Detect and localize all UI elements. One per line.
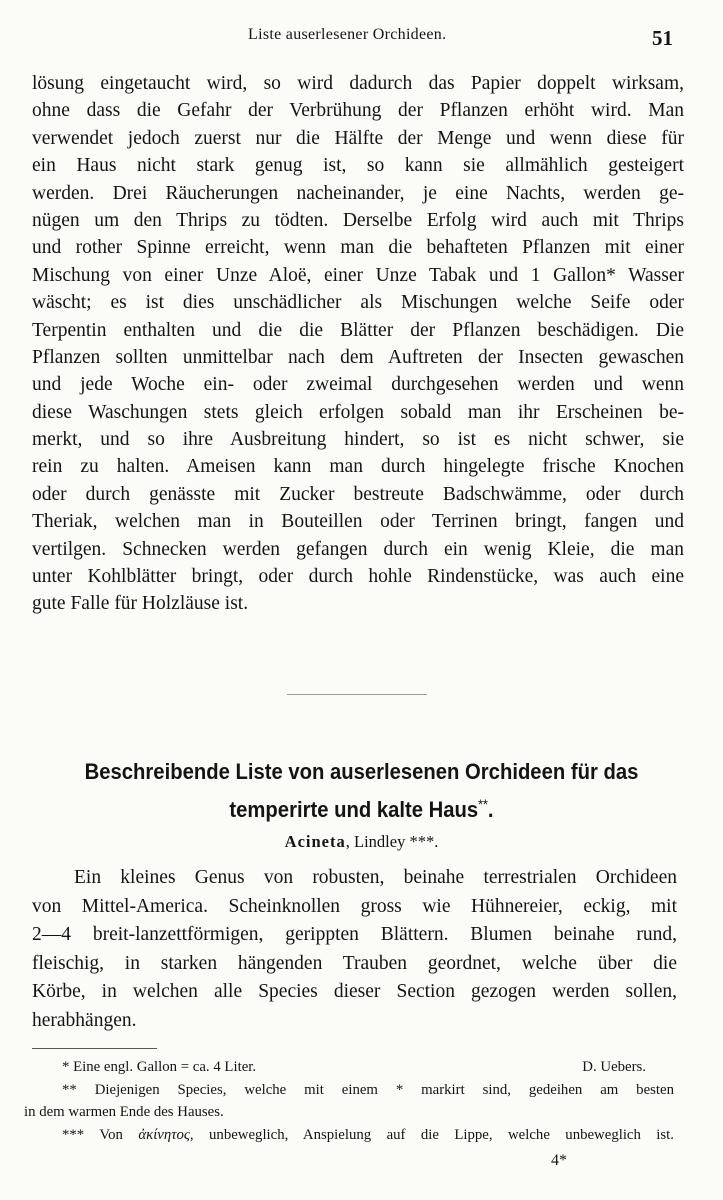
section-heading-line2: temperirte und kalte Haus xyxy=(229,797,479,822)
genus-author: Lindley ***. xyxy=(354,832,439,851)
body-line: oder durch genässte mit Zucker bestreute Badschwämme, oder durch xyxy=(32,483,684,505)
footnote-1-text: * Eine engl. Gallon = ca. 4 Liter. xyxy=(62,1059,257,1075)
footnote-3-rest: , unbeweglich, Anspielung auf die Lippe, welche unbeweglich ist. xyxy=(189,1126,674,1143)
body-line: gute Falle für Holzläuse ist. xyxy=(32,593,249,615)
footnote-1-attribution: D. Uebers. xyxy=(582,1059,646,1075)
genus-name: Acineta xyxy=(284,832,346,851)
body-paragraph xyxy=(32,70,684,618)
footnote-2-line1: ** Diejenigen Species, welche mit einem * markirt sind, gedeihen am besten xyxy=(62,1081,674,1098)
body-line: nügen um den Thrips zu tödten. Derselbe Erfolg wird auch mit Thrips xyxy=(32,209,684,231)
body-line: und rother Spinne erreicht, wenn man die behafteten Pflanzen mit einer xyxy=(32,237,684,259)
genus-line: Ein kleines Genus von robusten, beinahe terrestrialen Orchideen xyxy=(74,867,677,888)
signature-mark: 4* xyxy=(551,1152,567,1169)
body-line: lösung eingetaucht wird, so wird dadurch das Papier doppelt wirksam, xyxy=(32,73,684,94)
footnotes xyxy=(24,1056,674,1146)
section-divider xyxy=(287,694,427,695)
body-line: wäscht; es ist dies unschädlicher als Mischungen welche Seife oder xyxy=(32,292,684,314)
body-line: Pflanzen sollten unmittelbar nach dem Auftreten der Insecten gewaschen xyxy=(32,346,684,368)
body-line: vertilgen. Schnecken werden gefangen durch ein wenig Kleie, die man xyxy=(32,538,684,560)
body-line: werden. Drei Räucherungen nacheinander, je eine Nachts, werden ge- xyxy=(32,182,684,204)
page-number: 51 xyxy=(652,26,673,50)
body-line: verwendet jedoch zuerst nur die Hälfte der Menge und wenn diese für xyxy=(32,127,684,149)
footnote-3-greek-word: ἀκίνητος xyxy=(138,1126,190,1143)
body-line: und jede Woche ein- oder zweimal durchgesehen werden und wenn xyxy=(32,374,684,396)
genus-line: fleischig, in starken hängenden Trauben geordnet, welche über die xyxy=(32,952,677,974)
footnote-3-prefix: *** Von xyxy=(62,1126,139,1143)
body-line: Theriak, welchen man in Bouteillen oder Terrinen bringt, fangen und xyxy=(32,511,684,533)
body-line: ein Haus nicht stark genug ist, so kann sie allmählich gesteigert xyxy=(32,155,684,177)
genus-description xyxy=(32,864,677,1036)
genus-line: von Mittel-America. Scheinknollen gross wie Hühnereier, eckig, mit xyxy=(32,895,677,917)
section-heading-end: . xyxy=(487,797,494,822)
body-line: rein zu halten. Ameisen kann man durch hingelegte frische Knochen xyxy=(32,456,684,478)
body-line: merkt, und so ihre Ausbreitung hindert, so ist es nicht schwer, sie xyxy=(32,429,684,451)
footnote-2-line2: in dem warmen Ende des Hauses. xyxy=(24,1104,224,1121)
genus-line: Körbe, in welchen alle Species dieser Section gezogen werden sollen, xyxy=(32,981,677,1003)
footnote-1 xyxy=(24,1056,674,1079)
footnote-3 xyxy=(24,1124,674,1147)
running-head xyxy=(0,26,723,50)
genus-separator: , xyxy=(345,832,354,851)
section-heading xyxy=(54,756,669,826)
genus-heading xyxy=(0,832,723,852)
body-line: ohne dass die Gefahr der Verbrühung der Pflanzen erhöht wird. Man xyxy=(32,100,684,122)
genus-line: 2—4 breit-lanzettförmigen, gerippten Blättern. Blumen beinahe rund, xyxy=(32,924,677,946)
footnote-rule xyxy=(32,1048,157,1049)
body-line: diese Waschungen stets gleich erfolgen sobald man ihr Erscheinen be- xyxy=(32,401,684,423)
section-heading-footnote-mark: ** xyxy=(478,796,488,812)
section-heading-line1: Beschreibende Liste von auserlesenen Orchideen für das xyxy=(84,759,639,784)
body-line: Mischung von einer Unze Aloë, einer Unze Tabak und 1 Gallon* Wasser xyxy=(32,264,684,286)
running-title: Liste auserlesener Orchideen. xyxy=(248,26,447,43)
body-line: unter Kohlblätter bringt, oder durch hohle Rindenstücke, was auch eine xyxy=(32,566,684,588)
genus-line: herabhängen. xyxy=(32,1009,137,1031)
body-line: Terpentin enthalten und die die Blätter der Pflanzen beschädigen. Die xyxy=(32,319,684,341)
